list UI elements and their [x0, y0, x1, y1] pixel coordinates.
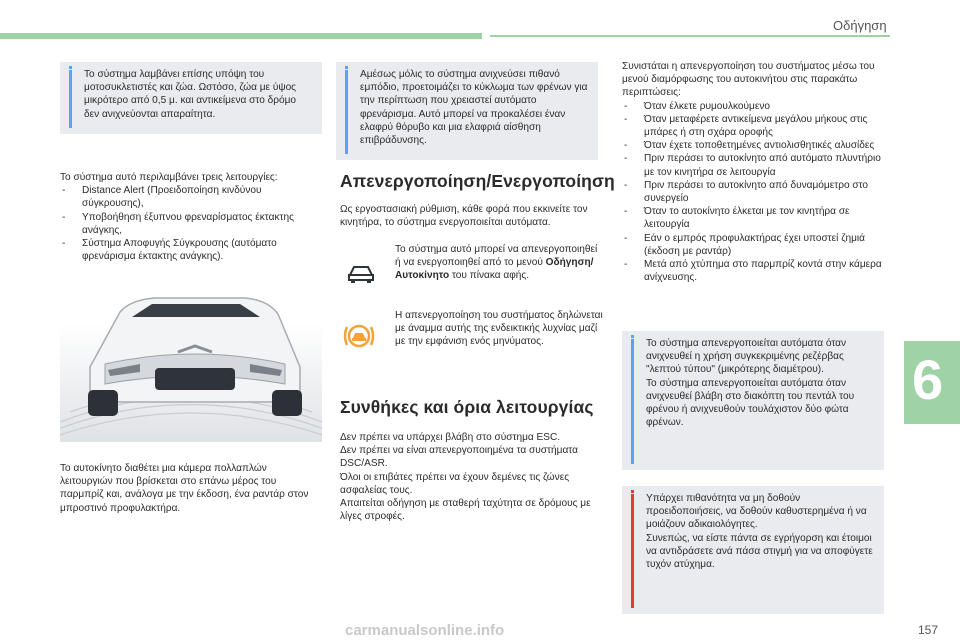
chapter-tab [904, 341, 960, 424]
vehicle-sensor-illustration [60, 272, 322, 442]
info-note-col2 [336, 62, 598, 160]
list-item: - Όταν το αυτοκίνητο έλκεται με τον κινητήρα σε λειτουργία [622, 205, 884, 231]
section-title: Οδήγηση [833, 18, 887, 33]
warning-bar [631, 494, 634, 608]
header-rule-thin [490, 35, 890, 37]
watermark: carmanualsonline.info [345, 622, 505, 639]
list-item: - Όταν έλκετε ρυμουλκούμενο [622, 100, 884, 113]
chapter-number: 6 [912, 348, 944, 411]
note-text: Το σύστημα απενεργοποιείται αυτόματα όταν ανιχνευθεί η χρήση συγκεκριμένης ρεζέρβας "λεπτού τύπου" (μικρότερης διαμέτρου). [646, 338, 847, 376]
info-icon [69, 66, 72, 69]
heading-conditions: Συνθήκες και όρια λειτουργίας [340, 397, 594, 417]
warning-text: Υπάρχει πιθανότητα να μη δοθούν προειδοποιήσεις, να δοθούν καθυστερημένα ή να μοιάζουν αδικαιολόγητες. [646, 493, 867, 531]
list-item: - Πριν περάσει το αυτοκίνητο από αυτόματο πλυντήριο με τον κινητήρα σε λειτουργία [622, 152, 884, 178]
list-item: - Όταν έχετε τοποθετημένες αντιολισθητικές αλυσίδες [622, 139, 884, 152]
menu-separator: / [590, 257, 594, 269]
warning-text: Συνεπώς, να είστε πάντα σε εγρήγορση και έτοιμοι να αντιδράσετε ανά πάσα στιγμή για να αποφύγετε τυχόν ατύχημα. [646, 532, 873, 571]
features-list [60, 184, 322, 263]
menu-text-b: του πίνακα αφής. [449, 270, 530, 282]
condition-line: Απαιτείται οδήγηση με σταθερή ταχύτητα σε δρόμους με λίγες στροφές. [340, 498, 591, 523]
note-text: Το σύστημα απενεργοποιείται αυτόματα όταν ανιχνευθεί βλάβη στο διακόπτη του πεντάλ του φρένου ή ανιχνευθούν τουλάχιστον δύο φώτα φρένων. [646, 377, 855, 429]
list-item: - Μετά από χτύπημα στο παρμπρίζ κοντά στην κάμερα ανίχνευσης. [622, 258, 884, 284]
list-item: - Εάν ο εμπρός προφυλακτήρας έχει υποστεί ζημιά (έκδοση με ραντάρ) [622, 232, 884, 258]
list-item: - Υποβοήθηση έξυπνου φρεναρίσματος έκτακτης ανάγκης, [60, 211, 322, 237]
header-rule [0, 33, 482, 39]
factory-setting-text: Ως εργοστασιακή ρύθμιση, κάθε φορά που εκκινείτε τον κινητήρα, το σύστημα ενεργοποιείται αυτόματα. [340, 204, 588, 229]
menu-text-a: Το σύστημα αυτό μπορεί να απενεργοποιηθεί ή να ενεργοποιηθεί από το μενού [395, 244, 598, 269]
deactivation-cases [622, 60, 884, 284]
camera-caption: Το αυτοκίνητο διαθέτει μια κάμερα πολλαπλών λειτουργιών που βρίσκεται στο επάνω μέρος του παρμπρίζ και, ανάλογα με την έκδοση, ένα ραντάρ στον μπροστινό προφυλακτήρα. [60, 463, 309, 514]
info-bar [345, 70, 348, 154]
info-icon [631, 335, 634, 338]
condition-line: Δεν πρέπει να είναι απενεργοποιημένα τα συστήματα DSC/ASR. [340, 445, 578, 470]
collision-warning-lamp-icon [342, 319, 376, 353]
info-icon [345, 66, 348, 69]
condition-line: Δεν πρέπει να υπάρχει βλάβη στο σύστημα ESC. [340, 432, 561, 443]
page-number: 157 [918, 623, 939, 637]
info-note-col1 [60, 62, 322, 134]
car-menu-icon [346, 257, 376, 287]
list-item: - Σύστημα Αποφυγής Σύγκρουσης (αυτόματο φρενάρισμα έκτακτης ανάγκης). [60, 237, 322, 263]
warning-icon [631, 490, 634, 493]
info-note-col3 [622, 331, 884, 470]
menu-vehicle: Αυτοκίνητο [395, 270, 450, 282]
menu-driving: Οδήγηση [545, 257, 591, 269]
note-text: Αμέσως μόλις το σύστημα ανιχνεύσει πιθανό εμπόδιο, προετοιμάζει το κύκλωμα των φρένων για την περίπτωση που χρειαστεί αυτόματο φρενάρισμα. Αυτό μπορεί να προκαλέσει έναν ελαφρύ θόρυβο και μια ελαφριά αίσθηση επιβράδυνσης. [360, 69, 588, 147]
features-intro-text: Το σύστημα αυτό περιλαμβάνει τρεις λειτουργίες: [60, 172, 278, 183]
cases-list [622, 100, 884, 285]
conditions-text [340, 431, 602, 523]
menu-icon-row [336, 243, 606, 303]
lamp-text: Η απενεργοποίηση του συστήματος δηλώνεται με άναμμα αυτής της ενδεικτικής λυχνίας μαζί με την εμφάνιση ενός μηνύματος. [395, 310, 603, 348]
menu-path-text [395, 243, 605, 283]
warning-note [622, 486, 884, 614]
info-bar [69, 70, 72, 128]
heading-deactivation: Απενεργοποίηση/Ενεργοποίηση [340, 171, 615, 191]
warning-lamp-row [336, 309, 606, 369]
condition-line: Όλοι οι επιβάτες πρέπει να έχουν δεμένες τις ζώνες ασφαλείας τους. [340, 471, 570, 496]
list-item: - Πριν περάσει το αυτοκίνητο από δυναμόμετρο στο συνεργείο [622, 179, 884, 205]
features-intro [60, 171, 322, 263]
note-text: Το σύστημα λαμβάνει επίσης υπόψη του μοτοσυκλετιστές και ζώα. Ωστόσο, ζώα με ύψος μικρότερο από 0,5 μ. και αντικείμενα στο δρόμο δεν ανιχνεύονται απαραίτητα. [84, 69, 297, 120]
list-item: - Distance Alert (Προειδοποίηση κινδύνου σύγκρουσης), [60, 184, 322, 210]
cases-intro: Συνιστάται η απενεργοποίηση του συστήματος μέσω του μενού διαμόρφωσης του αυτοκινήτου στις παρακάτω περιπτώσεις: [622, 61, 875, 99]
list-item: - Όταν μεταφέρετε αντικείμενα μεγάλου μήκους στις μπάρες ή στη σχάρα οροφής [622, 113, 884, 139]
info-bar [631, 339, 634, 464]
